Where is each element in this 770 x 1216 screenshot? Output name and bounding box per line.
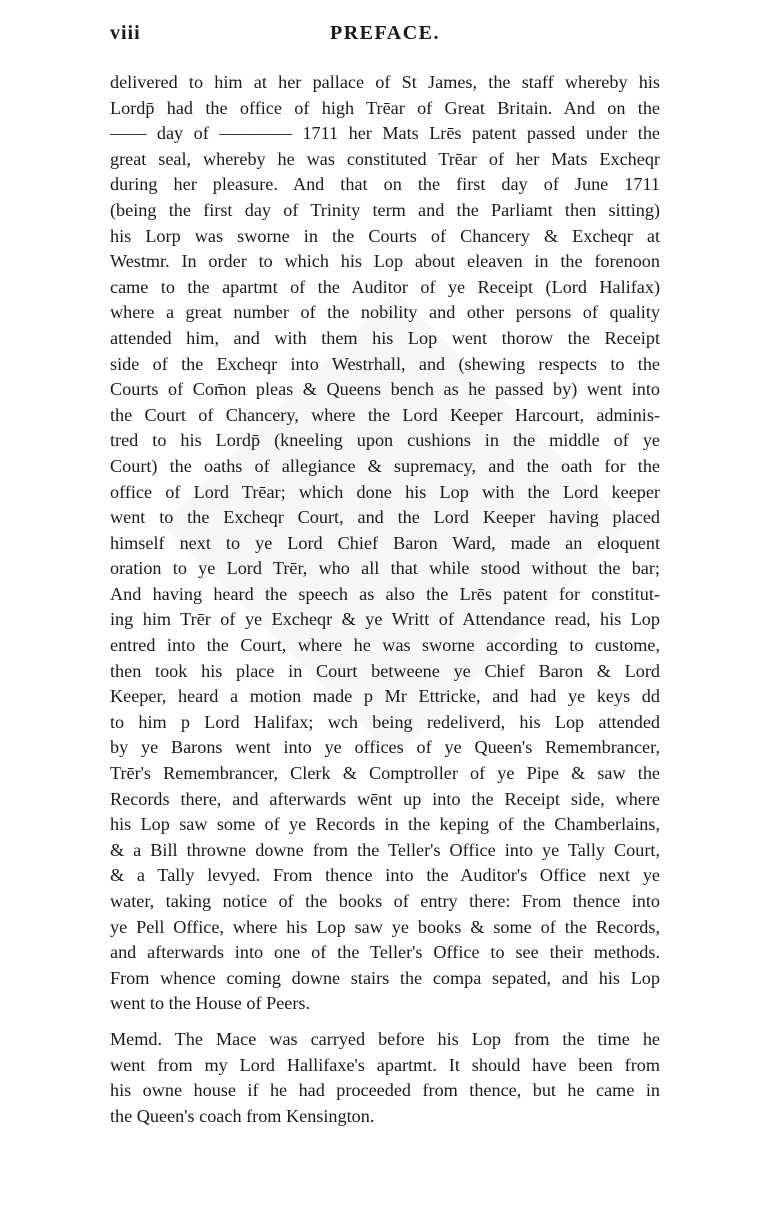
text-line: the Queen's coach from Kensington. xyxy=(110,1105,375,1126)
text-line: went to the Excheqr Court, and the Lord Keeper having placed xyxy=(110,507,660,528)
text-line: attended him, and with them his Lop went thorow the Receipt xyxy=(110,327,660,348)
text-line: his owne house if he had proceeded from thence, but he came in xyxy=(110,1080,660,1101)
text-line: great seal, whereby he was constituted Trēar of her Mats Excheqr xyxy=(110,148,660,169)
text-line: delivered to him at her pallace of St James, the staff whereby his xyxy=(110,72,660,92)
text-line: office of Lord Trēar; which done his Lop with the Lord keeper xyxy=(110,481,660,502)
text-line: —— day of ———— 1711 her Mats Lrēs patent passed under the xyxy=(110,123,660,144)
text-line: and afterwards into one of the Teller's Office to see their methods. xyxy=(110,942,660,963)
body-text xyxy=(110,70,660,1129)
text-line: Westmr. In order to which his Lop about eleaven in the forenoon xyxy=(110,251,660,272)
running-title: PREFACE. xyxy=(330,22,440,44)
text-line: Memd. The Mace was carryed before his Lop from the time he xyxy=(110,1028,660,1049)
text-line: where a great number of the nobility and other persons of quality xyxy=(110,302,660,323)
text-line: then took his place in Court betweene ye Chief Baron & Lord xyxy=(110,660,660,681)
text-line: oration to ye Lord Trēr, who all that while stood without the bar; xyxy=(110,558,660,579)
text-line: water, taking notice of the books of entry there: From thence into xyxy=(110,891,660,911)
text-line: & a Bill throwne downe from the Teller's Office into ye Tally Court, xyxy=(110,839,660,860)
text-line: went to the House of Peers. xyxy=(110,993,311,1014)
text-line: side of the Excheqr into Westrhall, and (shewing respects to the xyxy=(110,353,660,374)
text-line: to him p Lord Halifax; wch being redeliverd, his Lop attended xyxy=(110,711,660,732)
text-line: Keeper, heard a motion made p Mr Ettricke, and had ye keys dd xyxy=(110,686,660,707)
text-line: Trēr's Remembrancer, Clerk & Comptroller of ye Pipe & saw the xyxy=(110,763,660,784)
text-line: And having heard the speech as also the Lrēs patent for constitut- xyxy=(110,583,660,604)
text-line: the Court of Chancery, where the Lord Keeper Harcourt, adminis- xyxy=(110,404,660,425)
text-line: during her pleasure. And that on the first day of June 1711 xyxy=(110,174,660,195)
text-line: went from my Lord Hallifaxe's apartmt. It should have been from xyxy=(110,1054,660,1075)
paragraph xyxy=(110,1027,660,1129)
text-line: (being the first day of Trinity term and the Parliamt then sitting) xyxy=(110,199,660,220)
paragraph xyxy=(110,70,660,1017)
text-line: tred to his Lordp̄ (kneeling upon cushions in the middle of ye xyxy=(110,430,660,451)
text-line: his Lorp was sworne in the Courts of Chancery & Excheqr at xyxy=(110,225,660,246)
text-line: From whence coming downe stairs the compa sepated, and his Lop xyxy=(110,967,660,988)
text-line: by ye Barons went into ye offices of ye Queen's Remembrancer, xyxy=(110,737,660,758)
text-line: entred into the Court, where he was sworne according to custome, xyxy=(110,635,660,656)
text-line: Court) the oaths of allegiance & supremacy, and the oath for the xyxy=(110,455,660,476)
text-line: himself next to ye Lord Chief Baron Ward, made an eloquent xyxy=(110,532,660,553)
paragraph-gap xyxy=(110,1017,660,1027)
text-line: & a Tally levyed. From thence into the Auditor's Office next ye xyxy=(110,865,660,886)
running-head xyxy=(110,22,660,52)
text-line: Records there, and afterwards wēnt up into the Receipt side, where xyxy=(110,788,660,809)
text-line: Lordp̄ had the office of high Trēar of Great Britain. And on the xyxy=(110,97,660,118)
page-number: viii xyxy=(110,22,141,44)
text-line: came to the apartmt of the Auditor of ye Receipt (Lord Halifax) xyxy=(110,276,660,297)
text-line: ye Pell Office, where his Lop saw ye books & some of the Records, xyxy=(110,916,660,937)
text-line: his Lop saw some of ye Records in the keping of the Chamberlains, xyxy=(110,814,660,835)
text-line: Courts of Com̄on pleas & Queens bench as he passed by) went into xyxy=(110,379,660,400)
text-line: ing him Trēr of ye Excheqr & ye Writt of Attendance read, his Lop xyxy=(110,609,660,630)
